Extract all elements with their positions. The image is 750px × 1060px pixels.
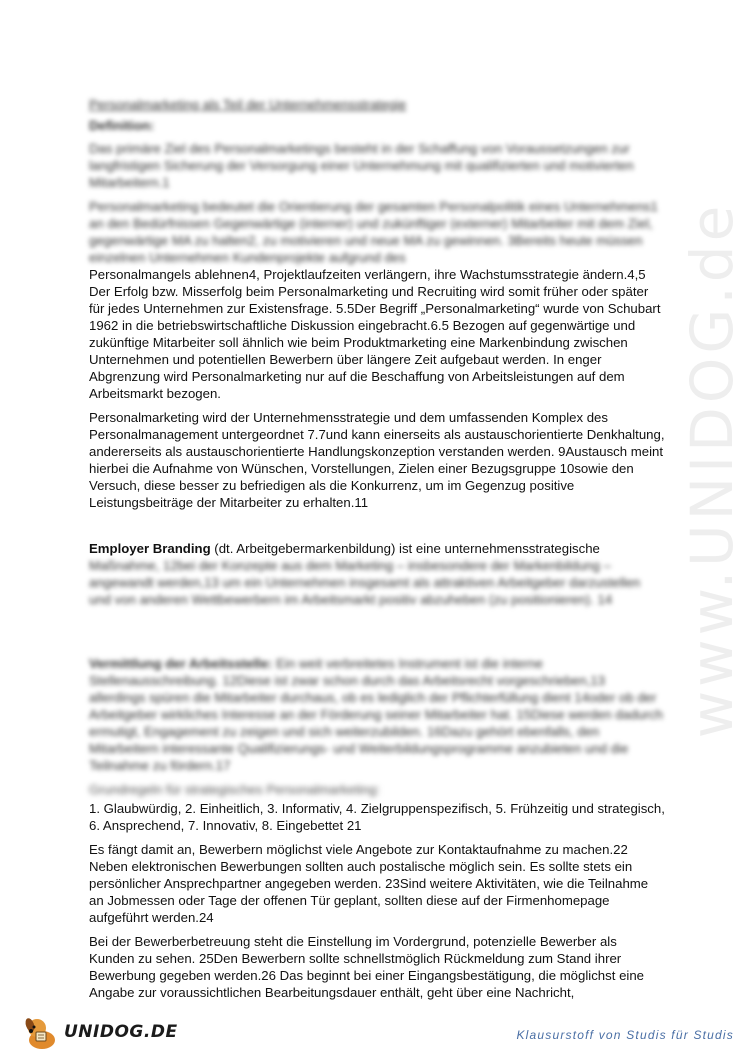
vermittlung-text: Ein weit verbreitetes Instrument ist die interne Stellenausschreibung. 12Diese ist zwar schon durch das Arbeitsrecht vorgeschrieben,13 allerdings spüren die Mitarbeiter durchaus, ob es lediglich der Pflichterfüllung dient 14oder ob der Arbeitgeber wirkliches Interesse an der Förderung seiner Mitarbeiter hat. 15Diese werden dadurch ermutigt, Engagement zu zeigen und sich weiterzubilden. 16Dazu gehört ebenfalls, den Mitarbeitern interessante Qualifizierungs- und Weiterbildungsprogramme anzubieten und die Teilnahme zu fördern.17 — [89, 656, 663, 773]
grundregeln-heading: Grundregeln für strategisches Personalmarketing: — [89, 782, 381, 797]
employer-branding-term: Employer Branding — [89, 541, 211, 556]
paragraph-personalmarketing-clear: Personalmangels ablehnen4, Projektlaufzeiten verlängern, ihre Wachstumsstrategie ändern.4,5 Der Erfolg bzw. Misserfolg beim Personalmarketing und Recruiting wird somit früher oder später für jedes Unternehmen zur Existensfrage. 5.5Der Begriff „Personalmarketing“ wurde von Schubart 1962 in die betriebswirtschaftliche Diskussion eingebracht.6.5 Bezogen auf gegenwärtige und zukünftige Mitarbeiter soll ähnlich wie beim Produktmarketing eine Markenbindung zwischen Unternehmen und potentiellen Bewerbern über längere Zeit aufgebaut werden. In enger Abgrenzung wird Personalmarketing nur auf die Beschaffung von Arbeitsleistungen auf dem Arbeitsmarkt bezogen. — [89, 267, 661, 401]
watermark-text: www.UNIDOG.de — [678, 201, 746, 739]
employer-branding-blurred: Maßnahme, 12bei der Konzepte aus dem Marketing – insbesondere der Markenbildung – angewandt werden,13 um ein Unternehmen insgesamt als attraktiven Arbeitgeber darzustellen und von anderen Wettbewerbern im Arbeitsmarkt positiv abzuheben (zu positionieren). 14 — [89, 558, 641, 607]
vermittlung-label: Vermittlung der Arbeitsstelle: — [89, 656, 273, 671]
paragraph-unternehmensstrategie: Personalmarketing wird der Unternehmensstrategie und dem umfassenden Komplex des Personalmanagement untergeordnet 7.7und kann einerseits als austauschorientierte Denkhaltung, andererseits als austauschorientierte Handlungskonzeption verstanden werden. 9Austausch meint hierbei die Aufnahme von Wünschen, Vorstellungen, Zielen einer Bezugsgruppe 10sowie den Versuch, diese besser zu befriedigen als die Konkurrenz, um im Gegenzug positive Leistungsbeiträge der Mitarbeiter zu erhalten.11 — [89, 410, 665, 510]
footer-tagline: Klausurstoff von Studis für Studis — [516, 1028, 734, 1042]
paragraph-employer-branding — [89, 540, 665, 608]
definition-label: Definition: — [89, 118, 155, 133]
paragraph-bewerber: Es fängt damit an, Bewerbern möglichst viele Angebote zur Kontaktaufnahme zu machen.22 Neben elektronischen Bewerbungen sollten auch postalische möglich sein. Es sollte stets ein persönlicher Ansprechpartner angegeben werden. 23Sind weitere Aktivitäten, wie die Teilnahme an Jobmessen oder Tage der offenen Tür geplant, sollten diese auf der Firmenhomepage aufgeführt werden.24 — [89, 842, 649, 925]
document-body — [89, 96, 665, 1008]
unidog-logo — [22, 1012, 178, 1052]
paragraph-personalmarketing-blurred: Personalmarketing bedeutet die Orientierung der gesamten Personalpolitik eines Unternehmens1 an den Bedürfnissen Gegenwärtige (interner) und zukünftiger (externer) Mitarbeiter mit dem Ziel, gegenwärtige MA zu halten2, zu motivieren und neue MA zu gewinnen. 3Bereits heute müssen einzelnen Unternehmen Kundenprojekte aufgrund des — [89, 199, 658, 265]
paragraph-personalmarketing — [89, 198, 665, 402]
employer-branding-intro: (dt. Arbeitgebermarkenbildung) ist eine unternehmensstrategische — [210, 541, 600, 556]
document-heading: Personalmarketing als Teil der Unternehmensstrategie — [89, 97, 407, 112]
dog-mascot-icon — [22, 1012, 62, 1052]
logo-wordmark: UNIDOG.DE — [64, 1022, 178, 1042]
paragraph-definition: Das primäre Ziel des Personalmarketings besteht in der Schaffung von Voraussetzungen zur langfristigen Sicherung der Versorgung einer Unternehmung mit qualifizierten und motivierten Mitarbeitern.1 — [89, 141, 634, 190]
paragraph-vermittlung — [89, 655, 665, 774]
grundregeln-list: 1. Glaubwürdig, 2. Einheitlich, 3. Informativ, 4. Zielgruppenspezifisch, 5. Frühzeitig und strategisch, 6. Ansprechend, 7. Innovativ, 8. Eingebettet 21 — [89, 801, 665, 833]
paragraph-bewerberbetreuung: Bei der Bewerberbetreuung steht die Einstellung im Vordergrund, potenzielle Bewerber als Kunden zu sehen. 25Den Bewerbern sollte schnellstmöglich Rückmeldung zum Stand ihrer Bewerbung gegeben werden.26 Das beginnt bei einer Eingangsbestätigung, die möglichst eine Angabe zur voraussichtlichen Bearbeitungsdauer enthält, geht über eine Nachricht, — [89, 934, 644, 1000]
